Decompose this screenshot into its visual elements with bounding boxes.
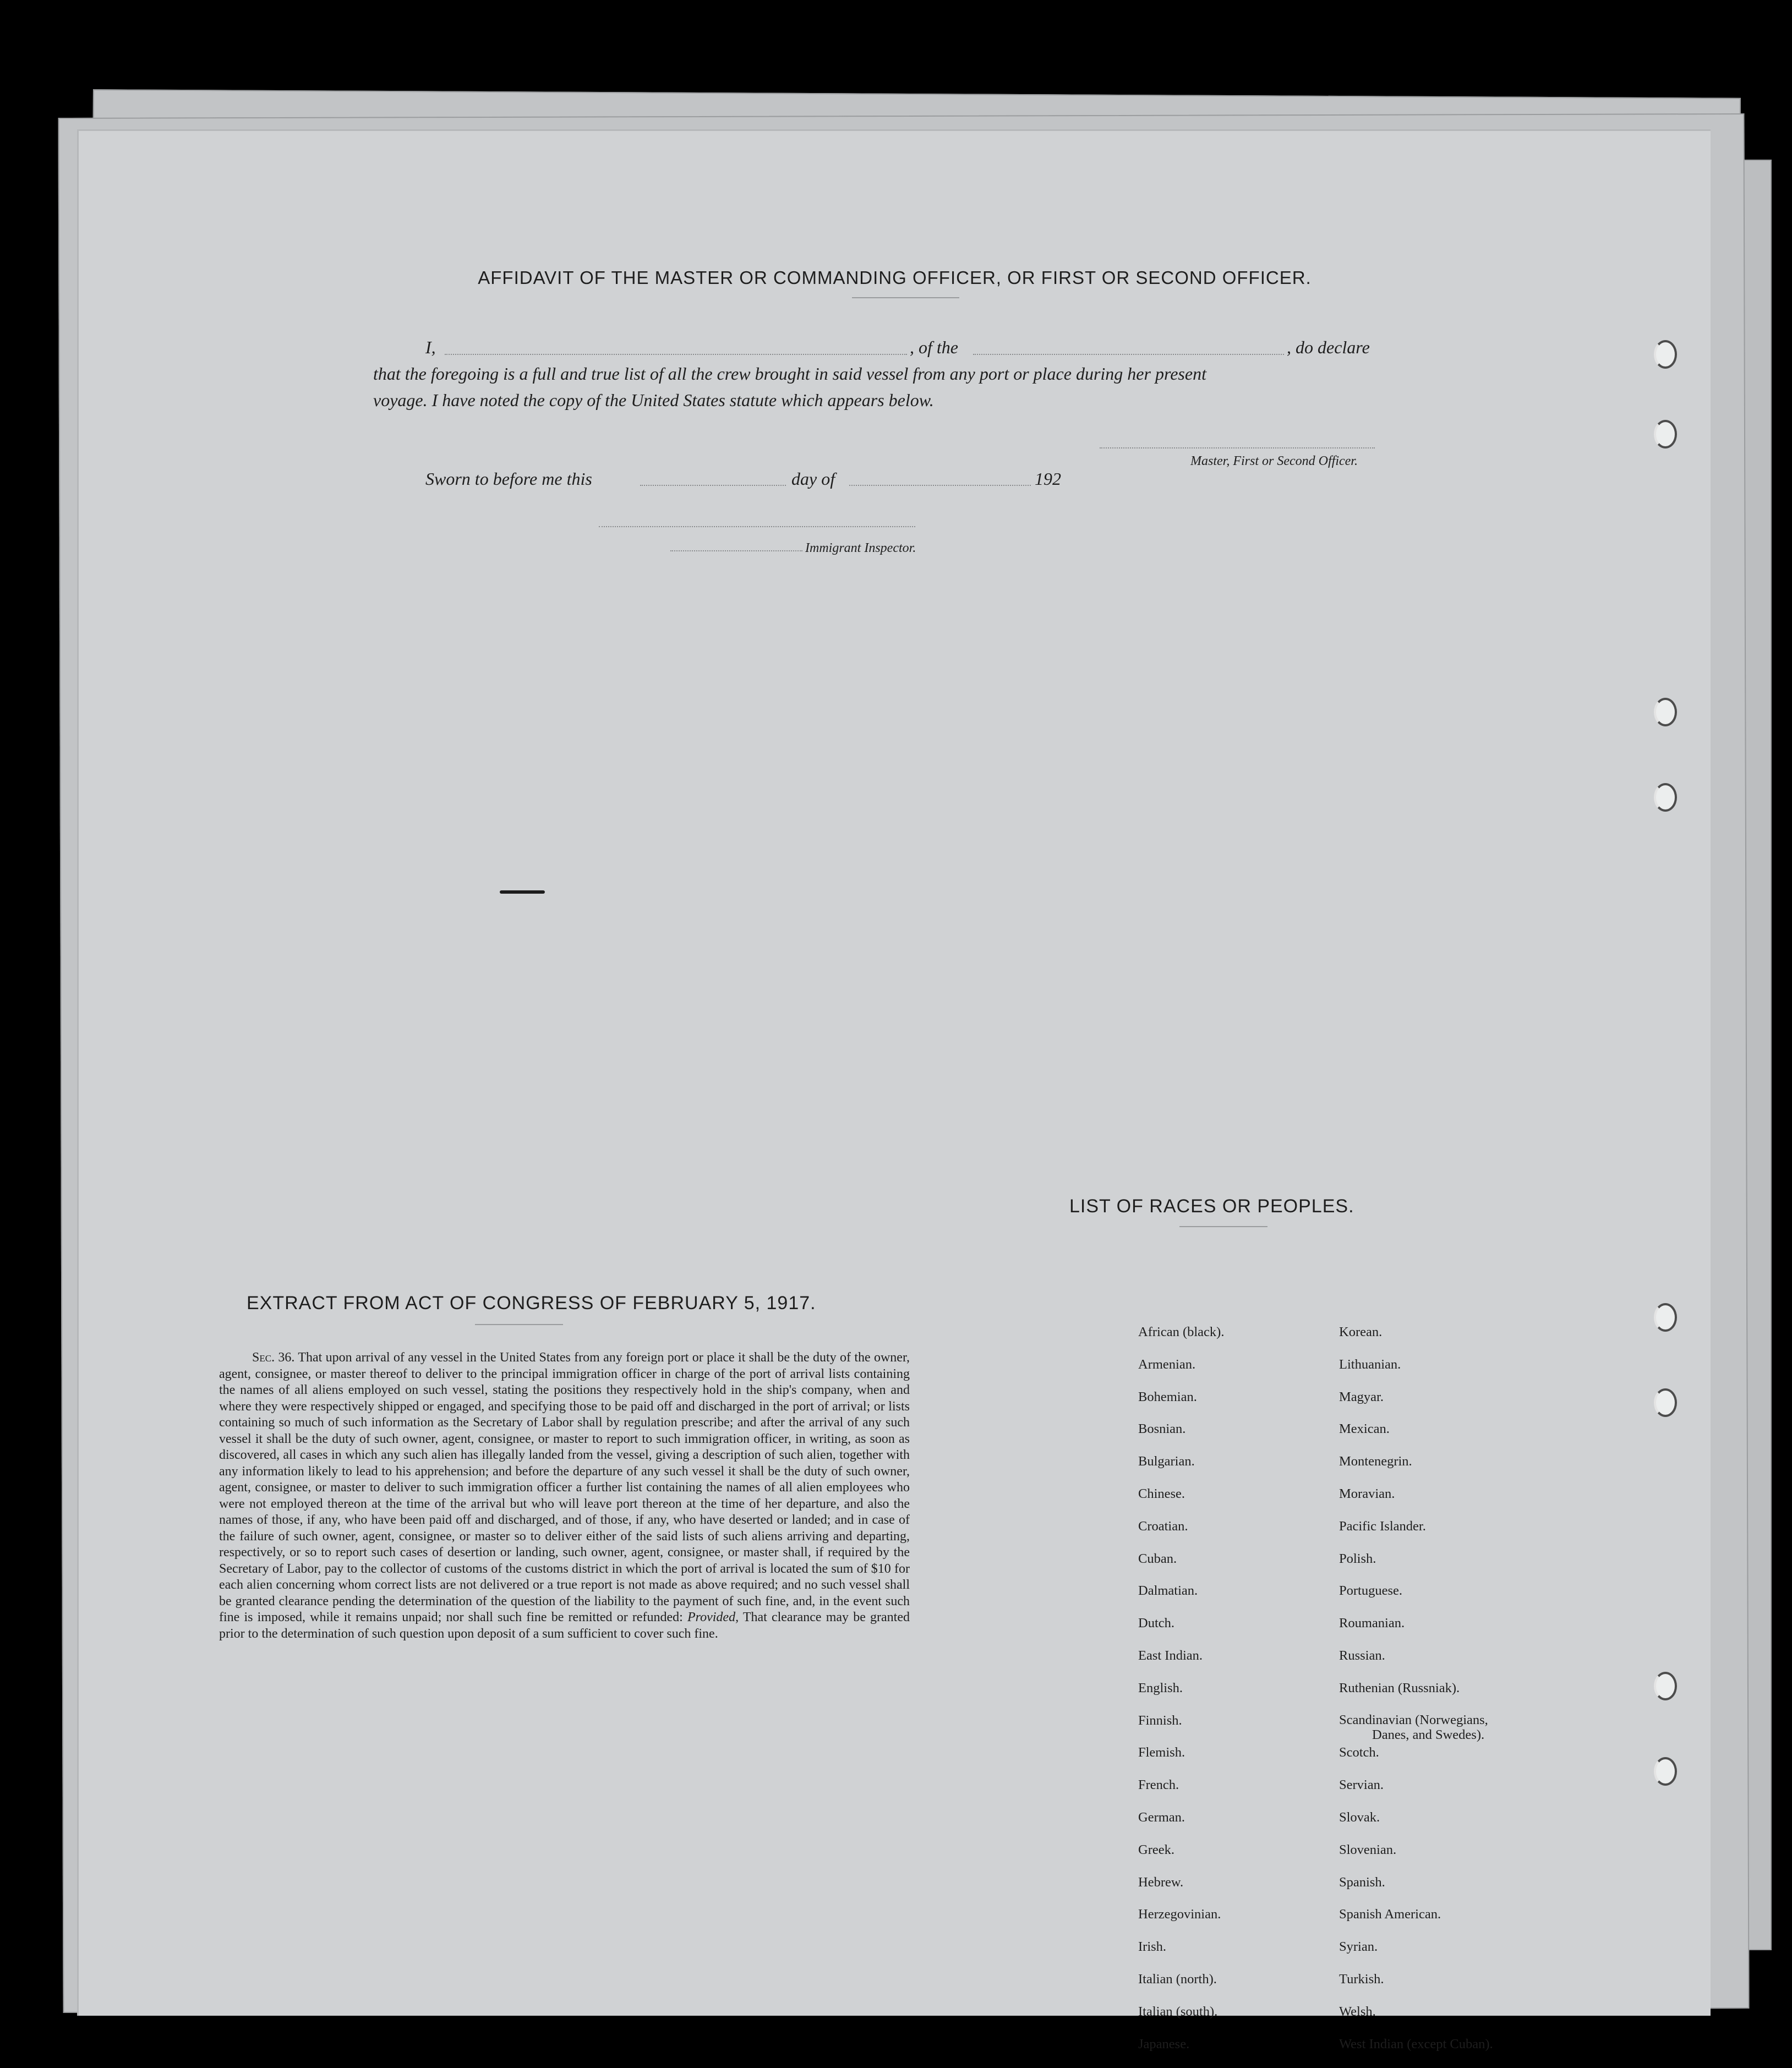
race-item: Flemish. bbox=[1138, 1745, 1185, 1760]
vessel-blank-line bbox=[973, 354, 1284, 355]
name-blank-line bbox=[445, 354, 907, 355]
extract-section-label: Sec. 36. bbox=[252, 1350, 295, 1365]
race-item: Dutch. bbox=[1138, 1616, 1174, 1631]
sworn-day-of: day of bbox=[791, 469, 835, 489]
declaration-do-declare: , do declare bbox=[1287, 337, 1370, 357]
declaration-line-2: that the foregoing is a full and true list of all the crew brought in said vessel from any port or place during her present bbox=[373, 364, 1206, 384]
punch-hole bbox=[1654, 783, 1677, 812]
master-signature-label: Master, First or Second Officer. bbox=[1190, 454, 1358, 468]
inspector-signature-line bbox=[599, 526, 915, 527]
declaration-line-3: voyage. I have noted the copy of the United States statute which appears below. bbox=[373, 390, 934, 410]
punch-hole bbox=[1654, 1757, 1677, 1786]
affidavit-title: AFFIDAVIT OF THE MASTER OR COMMANDING OFFICER, OR FIRST OR SECOND OFFICER. bbox=[478, 267, 1312, 288]
ink-mark bbox=[500, 890, 545, 894]
race-item: Armenian. bbox=[1138, 1356, 1196, 1372]
race-item: French. bbox=[1138, 1777, 1179, 1793]
punch-hole bbox=[1654, 698, 1677, 726]
race-item: Mexican. bbox=[1339, 1421, 1390, 1437]
extract-body-part2: That clearance may be granted prior to the determination of such question upon deposit of a sum sufficient to cover such fine. bbox=[219, 1610, 910, 1641]
races-right-column bbox=[1339, 1324, 1570, 2068]
extract-provided-label: Provided, bbox=[687, 1610, 739, 1624]
race-item: Finnish. bbox=[1138, 1713, 1182, 1728]
race-item: Spanish. bbox=[1339, 1874, 1385, 1890]
sworn-year: 192 bbox=[1035, 469, 1061, 489]
race-item-scandinavian bbox=[1339, 1713, 1570, 1745]
races-title-underline bbox=[1179, 1226, 1267, 1227]
races-left-column bbox=[1138, 1324, 1369, 2068]
punch-hole bbox=[1654, 1303, 1677, 1332]
race-item: Italian (south). bbox=[1138, 2004, 1218, 2019]
extract-body bbox=[219, 1350, 910, 1642]
document-page bbox=[77, 129, 1711, 2051]
race-item: Croatian. bbox=[1138, 1518, 1188, 1534]
race-item: Roumanian. bbox=[1339, 1616, 1405, 1631]
sworn-prefix: Sworn to before me this bbox=[425, 469, 592, 489]
extract-title-underline bbox=[475, 1324, 563, 1325]
races-title: LIST OF RACES OR PEOPLES. bbox=[1069, 1196, 1354, 1217]
race-item: Spanish American. bbox=[1339, 1907, 1441, 1922]
race-item: Chinese. bbox=[1138, 1486, 1185, 1501]
race-item: Pacific Islander. bbox=[1339, 1518, 1426, 1534]
extract-body-part1: That upon arrival of any vessel in the United States from any foreign port or place it shall be the duty of the owner, agent, consignee, or master thereof to deliver to the principal immigration officer in charge of the port of arrival lists containing the names of all aliens employed on such vessel, stating the positions they respectively hold in the ship's company, when and where they were respectively shipped or engaged, and specifying those to be paid off and discharged in the port of arrival; or lists containing so much of such information as the Secretary of Labor shall by regulation prescribe; and after the arrival of any such vessel it shall be the duty of such owner, agent, consignee, or master to report to such immigration officer, in writing, as soon as discovered, all cases in which any such alien has illegally landed from the vessel, giving a description of such alien, together with any information likely to lead to his apprehension; and before the departure of any such vessel it shall be the duty of such owner, agent, consignee, or master to deliver to such immigration officer a further list containing the names of all alien employees who were not employed thereon at the time of the arrival but who will leave port thereon at the time of her departure, and also the names of those, if any, who have been paid off and discharged, and of those, if any, who have deserted or landed; and in case of the failure of such owner, agent, consignee, or master so to deliver either of the said lists of such aliens arriving and departing, respectively, or so to report such cases of desertion or landing, such owner, agent, consignee, or master shall, if required by the Secretary of Labor, pay to the collector of customs of the customs district in which the port of arrival is located the sum of $10 for each alien concerning whom correct lists are not delivered or a true report is not made as above required; and no such vessel shall be granted clearance pending the determination of the question of the liability to the payment of such fine, and, in the event such fine is imposed, while it remains unpaid; nor shall such fine be remitted or refunded: bbox=[219, 1350, 910, 1624]
sworn-day-blank-line bbox=[640, 485, 786, 486]
race-item: Korean. bbox=[1339, 1325, 1383, 1339]
race-item: Lithuanian. bbox=[1339, 1356, 1401, 1372]
sworn-month-blank-line bbox=[849, 485, 1031, 486]
race-item: Italian (north). bbox=[1138, 1971, 1217, 1987]
race-item: Moravian. bbox=[1339, 1486, 1395, 1501]
inspector-label: Immigrant Inspector. bbox=[805, 541, 916, 555]
race-item: Syrian. bbox=[1339, 1939, 1378, 1955]
race-item: Hebrew. bbox=[1138, 1874, 1184, 1890]
race-item: Slovak. bbox=[1339, 1809, 1380, 1825]
race-item: West Indian (except Cuban). bbox=[1339, 2036, 1493, 2051]
extract-title: EXTRACT FROM ACT OF CONGRESS OF FEBRUARY 5, 1917. bbox=[247, 1293, 816, 1314]
race-item: Welsh. bbox=[1339, 2004, 1376, 2019]
race-item: Polish. bbox=[1339, 1551, 1376, 1566]
race-item: Magyar. bbox=[1339, 1389, 1384, 1404]
race-item: Slovenian. bbox=[1339, 1842, 1397, 1857]
race-item: Japanese. bbox=[1138, 2036, 1190, 2051]
master-signature-line bbox=[1100, 447, 1375, 448]
declaration-of-the: , of the bbox=[910, 337, 958, 357]
declaration-i: I, bbox=[425, 337, 436, 357]
race-item: Greek. bbox=[1138, 1842, 1174, 1857]
race-item: Russian. bbox=[1339, 1648, 1385, 1663]
race-item: Cuban. bbox=[1138, 1551, 1177, 1566]
race-item: English. bbox=[1138, 1680, 1183, 1695]
race-item: Dalmatian. bbox=[1138, 1583, 1198, 1599]
race-item: German. bbox=[1138, 1809, 1185, 1825]
race-item: Scotch. bbox=[1339, 1745, 1379, 1760]
punch-hole bbox=[1654, 1388, 1677, 1417]
punch-hole bbox=[1654, 1672, 1677, 1700]
race-item: Herzegovinian. bbox=[1138, 1907, 1221, 1922]
punch-hole bbox=[1654, 420, 1677, 448]
race-item-continuation: Danes, and Swedes). bbox=[1372, 1727, 1485, 1742]
race-item: Ruthenian (Russniak). bbox=[1339, 1680, 1460, 1695]
race-item: Portuguese. bbox=[1339, 1583, 1402, 1599]
race-item: Irish. bbox=[1138, 1939, 1167, 1955]
race-item: Montenegrin. bbox=[1339, 1454, 1412, 1469]
affidavit-title-underline bbox=[852, 297, 959, 298]
race-item: African (black). bbox=[1138, 1325, 1225, 1339]
punch-hole bbox=[1654, 340, 1677, 369]
race-item: Turkish. bbox=[1339, 1971, 1384, 1987]
race-item: Bulgarian. bbox=[1138, 1454, 1195, 1469]
race-item: Bohemian. bbox=[1138, 1389, 1197, 1404]
race-item: East Indian. bbox=[1138, 1648, 1203, 1663]
race-item: Bosnian. bbox=[1138, 1421, 1186, 1437]
inspector-label-leader bbox=[670, 550, 802, 551]
race-item: Scandinavian (Norwegians, bbox=[1339, 1712, 1488, 1727]
race-item: Servian. bbox=[1339, 1777, 1384, 1793]
